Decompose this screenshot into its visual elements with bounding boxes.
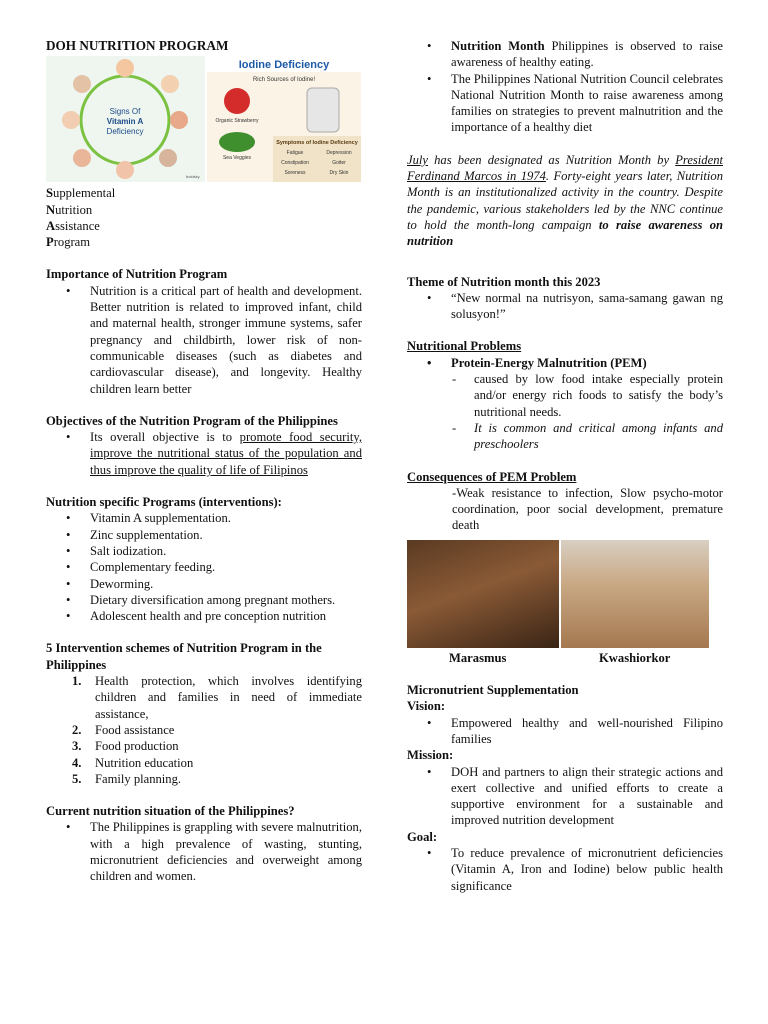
svg-text:Goiter: Goiter <box>332 160 346 167</box>
svg-text:Fatigue: Fatigue <box>286 150 304 157</box>
mission-label: Mission: <box>407 748 454 763</box>
svg-text:Rich Sources of Iodine!: Rich Sources of Iodine! <box>252 77 316 84</box>
list-item: • The Philippines National Nutrition Council celebrates National Nutrition Month to raise awareness among families on strategies to prevent malnutrition and the importance of a healthy diet <box>407 71 723 136</box>
svg-text:Constipation: Constipation <box>281 160 309 167</box>
list-item: • Deworming. <box>46 576 362 592</box>
snap-acronym: Supplemental Nutrition Assistance Program <box>46 186 116 250</box>
list-item: • Nutrition Month Philippines is observed to raise awareness of healthy eating. <box>407 38 723 71</box>
list-item: • Dietary diversification among pregnant mothers. <box>46 592 362 608</box>
schemes-list <box>46 673 362 787</box>
list-item: • Its overall objective is to promote food security, improve the nutritional status of the population and thus improve the quality of life of Filipinos <box>46 429 362 478</box>
pem-captions <box>407 650 723 666</box>
list-item: 3. Food production <box>72 739 179 754</box>
svg-text:Deficiency: Deficiency <box>106 127 144 137</box>
list-item: 2. Food assistance <box>72 722 175 737</box>
svg-text:boldsky: boldsky <box>186 174 200 180</box>
objectives-heading: Objectives of the Nutrition Program of the Philippines <box>46 413 338 428</box>
list-item: • Vitamin A supplementation. <box>46 510 362 526</box>
micro-heading: Micronutrient Supplementation <box>407 683 579 698</box>
situation-heading: Current nutrition situation of the Philippines? <box>46 804 295 819</box>
list-item: • To reduce prevalence of micronutrient deficiencies (Vitamin A, Iron and Iodine) below public health significance <box>407 845 723 894</box>
importance-heading: Importance of Nutrition Program <box>46 267 228 282</box>
situation-list <box>46 819 362 884</box>
list-item: • Protein-Energy Malnutrition (PEM) <box>407 355 723 371</box>
july-paragraph: July has been designated as Nutrition Month by President Ferdinand Marcos in 1974. Forty-eight years later, Nutrition Month is an institutionalized activity in the country. Despite the pandemic, various stakeholders led by the NNC continue to hold the month-long campaign to raise awareness on nutrition <box>407 152 724 249</box>
consequences-heading: Consequences of PEM Problem <box>407 469 577 484</box>
deficiency-figures <box>46 56 362 182</box>
list-item: • Adolescent health and pre conception nutrition <box>46 608 362 624</box>
svg-text:Sea Veggies: Sea Veggies <box>222 155 252 162</box>
theme-list <box>407 290 723 323</box>
list-item: - caused by low food intake especially protein and/or energy rich foods to satisfy the body’s nutritional needs. <box>407 371 723 420</box>
objectives-list <box>46 429 362 478</box>
importance-list <box>46 283 362 397</box>
svg-text:Symptoms of Iodine Deficiency: Symptoms of Iodine Deficiency <box>276 140 358 147</box>
list-item: • The Philippines is grappling with severe malnutrition, with a high prevalence of wasting, stunting, micronutrient deficiencies and overweight among children and women. <box>46 819 362 884</box>
list-item: 1. Health protection, which involves identifying children and families in need of immediate assistance, <box>72 674 362 721</box>
kwashiorkor-caption: Kwashiorkor <box>599 650 671 665</box>
list-item: • Nutrition is a critical part of health and development. Better nutrition is related to improved infant, child and maternal health, stronger immune systems, safer pregnancy and childbirth, lower risk of non-communicable diseases (such as diabetes and cardiovascular disease), and longevity. Healthy children learn better <box>46 283 362 397</box>
list-item: • Empowered healthy and well-nourished Filipino families <box>407 715 723 748</box>
kwashiorkor-photo <box>561 540 709 648</box>
right-column <box>407 38 723 894</box>
svg-text:Organic Strawberry: Organic Strawberry <box>215 118 259 125</box>
goal-label: Goal: <box>407 829 438 844</box>
vision-label: Vision: <box>407 699 446 714</box>
pem-details <box>407 371 723 452</box>
list-item: 5. Family planning. <box>72 771 182 786</box>
pem-photos <box>407 540 723 648</box>
interventions-heading: Nutrition specific Programs (interventions): <box>46 495 282 510</box>
mission-list <box>407 764 723 829</box>
svg-text:Vitamin A: Vitamin A <box>106 117 144 127</box>
page-title: DOH NUTRITION PROGRAM <box>46 38 229 53</box>
svg-text:Depression: Depression <box>326 150 352 157</box>
vitamin-a-figure <box>46 56 205 182</box>
goal-list <box>407 845 723 894</box>
interventions-list <box>46 510 362 624</box>
svg-text:Soreness: Soreness <box>284 170 306 177</box>
nutrition-month-list <box>407 38 723 136</box>
marasmus-caption: Marasmus <box>449 650 507 665</box>
schemes-heading: 5 Intervention schemes of Nutrition Program in the Philippines <box>46 641 322 672</box>
svg-text:Iodine Deficiency: Iodine Deficiency <box>238 59 330 72</box>
iodine-figure <box>207 56 361 182</box>
vision-list <box>407 715 723 748</box>
list-item: • Complementary feeding. <box>46 559 362 575</box>
theme-heading: Theme of Nutrition month this 2023 <box>407 274 601 289</box>
list-item: • “New normal na nutrisyon, sama-samang gawan ng solusyon!” <box>407 290 723 323</box>
list-item: 4. Nutrition education <box>72 755 194 770</box>
svg-text:Dry Skin: Dry Skin <box>329 170 349 177</box>
list-item: • DOH and partners to align their strategic actions and exert collective and unified efforts to create a supportive environment for a sustainable and improved nutrition development <box>407 764 723 829</box>
left-column <box>46 38 362 885</box>
marasmus-photo <box>407 540 559 648</box>
consequences-text: -Weak resistance to infection, Slow psycho-motor coordination, poor social development, premature death <box>452 485 723 533</box>
problems-list <box>407 355 723 371</box>
problems-heading: Nutritional Problems <box>407 339 522 354</box>
list-item: • Zinc supplementation. <box>46 527 362 543</box>
vitamin-a-title-1: Signs Of <box>109 107 141 117</box>
list-item: - It is common and critical among infants and preschoolers <box>407 420 723 453</box>
list-item: • Salt iodization. <box>46 543 362 559</box>
